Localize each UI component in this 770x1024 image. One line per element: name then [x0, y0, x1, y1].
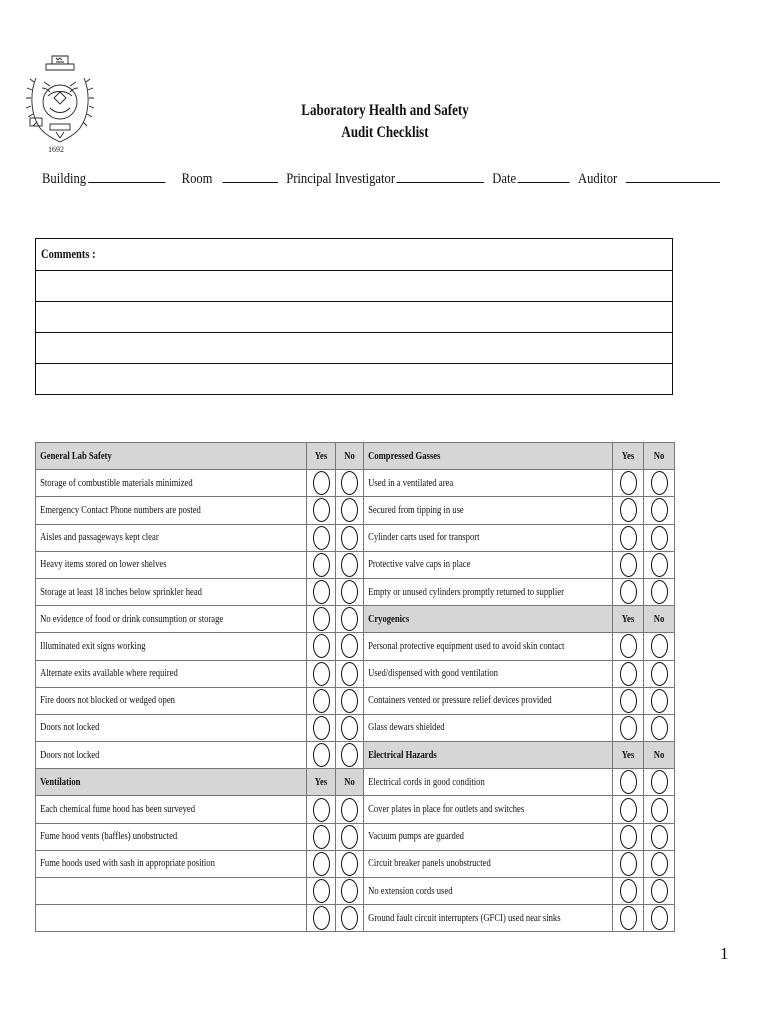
- comments-line[interactable]: [36, 301, 672, 332]
- yes-cell: [613, 796, 644, 823]
- no-column-header: No: [336, 443, 364, 470]
- no-cell: [336, 578, 364, 605]
- checklist-item: [36, 878, 307, 905]
- yes-cell: [613, 470, 644, 497]
- no-checkbox[interactable]: [651, 770, 668, 794]
- yes-checkbox[interactable]: [620, 906, 637, 930]
- yes-cell: [307, 524, 336, 551]
- checklist-item: Protective valve caps in place: [364, 551, 613, 578]
- checklist-item: Doors not locked: [36, 742, 307, 769]
- no-column-header: No: [644, 443, 675, 470]
- yes-cell: [307, 687, 336, 714]
- yes-checkbox[interactable]: [313, 716, 330, 740]
- checklist-item: Storage at least 18 inches below sprinkler head: [36, 578, 307, 605]
- yes-cell: [307, 796, 336, 823]
- yes-checkbox[interactable]: [313, 879, 330, 903]
- no-cell: [644, 497, 675, 524]
- checklist-item: Glass dewars shielded: [364, 714, 613, 741]
- no-checkbox[interactable]: [341, 580, 358, 604]
- no-cell: [644, 878, 675, 905]
- date-field[interactable]: [518, 170, 570, 183]
- yes-checkbox[interactable]: [620, 879, 637, 903]
- title-line-1: Laboratory Health and Safety: [301, 102, 469, 119]
- checklist-item: Each chemical fume hood has been surveyed: [36, 796, 307, 823]
- yes-cell: [613, 714, 644, 741]
- yes-cell: [307, 578, 336, 605]
- no-checkbox[interactable]: [651, 716, 668, 740]
- checklist-item: Fume hoods used with sash in appropriate position: [36, 850, 307, 877]
- no-column-header: No: [336, 769, 364, 796]
- table-row: [36, 878, 675, 905]
- no-checkbox[interactable]: [341, 526, 358, 550]
- checklist-item: Containers vented or pressure relief devices provided: [364, 687, 613, 714]
- yes-cell: [613, 769, 644, 796]
- no-checkbox[interactable]: [341, 634, 358, 658]
- yes-checkbox[interactable]: [313, 825, 330, 849]
- no-cell: [336, 524, 364, 551]
- no-checkbox[interactable]: [651, 471, 668, 495]
- yes-cell: [613, 497, 644, 524]
- section-header: General Lab Safety: [36, 443, 307, 470]
- no-checkbox[interactable]: [651, 662, 668, 686]
- no-checkbox[interactable]: [651, 879, 668, 903]
- table-row: [36, 497, 675, 524]
- audit-checklist-table: [35, 442, 675, 932]
- yes-cell: [307, 551, 336, 578]
- yes-checkbox[interactable]: [620, 526, 637, 550]
- no-cell: [644, 769, 675, 796]
- yes-cell: [307, 905, 336, 932]
- yes-cell: [307, 633, 336, 660]
- checklist-item: Doors not locked: [36, 714, 307, 741]
- yes-cell: [613, 850, 644, 877]
- table-row: [36, 687, 675, 714]
- principal-investigator-field[interactable]: [397, 170, 484, 183]
- yes-cell: [613, 524, 644, 551]
- page-number: 1: [720, 944, 729, 963]
- yes-checkbox[interactable]: [313, 526, 330, 550]
- table-row: [36, 551, 675, 578]
- yes-column-header: Yes: [307, 769, 336, 796]
- table-row: [36, 633, 675, 660]
- yes-column-header: Yes: [307, 443, 336, 470]
- no-checkbox[interactable]: [651, 798, 668, 822]
- table-row: [36, 578, 675, 605]
- checklist-item: Personal protective equipment used to avoid skin contact: [364, 633, 613, 660]
- checklist-item: Storage of combustible materials minimized: [36, 470, 307, 497]
- table-row: [36, 714, 675, 741]
- no-cell: [644, 796, 675, 823]
- no-cell: [336, 606, 364, 633]
- checklist-item: Heavy items stored on lower shelves: [36, 551, 307, 578]
- table-row: [36, 905, 675, 932]
- comments-line[interactable]: [36, 270, 672, 301]
- yes-checkbox[interactable]: [313, 743, 330, 767]
- university-seal-logo: [26, 52, 94, 154]
- no-cell: [336, 742, 364, 769]
- no-checkbox[interactable]: [341, 662, 358, 686]
- no-checkbox[interactable]: [651, 526, 668, 550]
- no-cell: [336, 823, 364, 850]
- table-row: [36, 850, 675, 877]
- yes-checkbox[interactable]: [313, 580, 330, 604]
- yes-checkbox[interactable]: [313, 634, 330, 658]
- yes-checkbox[interactable]: [313, 471, 330, 495]
- yes-cell: [613, 905, 644, 932]
- room-label: Room: [181, 171, 213, 187]
- auditor-field[interactable]: [626, 170, 720, 183]
- title-line-2: Audit Checklist: [341, 124, 429, 141]
- no-cell: [644, 633, 675, 660]
- yes-cell: [307, 497, 336, 524]
- no-checkbox[interactable]: [341, 798, 358, 822]
- no-cell: [644, 660, 675, 687]
- section-header: Electrical Hazards: [364, 742, 613, 769]
- building-field[interactable]: [88, 170, 165, 183]
- yes-cell: [613, 578, 644, 605]
- no-cell: [336, 796, 364, 823]
- no-cell: [336, 551, 364, 578]
- no-checkbox[interactable]: [341, 879, 358, 903]
- table-row: [36, 769, 675, 796]
- yes-cell: [307, 660, 336, 687]
- checklist-item: Aisles and passageways kept clear: [36, 524, 307, 551]
- yes-column-header: Yes: [613, 443, 644, 470]
- yes-checkbox[interactable]: [620, 498, 637, 522]
- no-column-header: No: [644, 606, 675, 633]
- no-cell: [336, 878, 364, 905]
- checklist-item: Illuminated exit signs working: [36, 633, 307, 660]
- seal-year: 1692: [48, 145, 64, 154]
- section-header: Cryogenics: [364, 606, 613, 633]
- table-row: [36, 660, 675, 687]
- yes-checkbox[interactable]: [313, 553, 330, 577]
- no-checkbox[interactable]: [651, 825, 668, 849]
- no-checkbox[interactable]: [651, 852, 668, 876]
- table-row: [36, 823, 675, 850]
- yes-cell: [613, 551, 644, 578]
- no-checkbox[interactable]: [651, 498, 668, 522]
- yes-checkbox[interactable]: [313, 689, 330, 713]
- yes-checkbox[interactable]: [620, 471, 637, 495]
- table-row: [36, 443, 675, 470]
- no-checkbox[interactable]: [341, 553, 358, 577]
- checklist-item: Electrical cords in good condition: [364, 769, 613, 796]
- no-checkbox[interactable]: [341, 689, 358, 713]
- yes-cell: [307, 742, 336, 769]
- date-label: Date: [492, 171, 517, 187]
- no-cell: [644, 578, 675, 605]
- audit-info-fields: [42, 170, 618, 188]
- yes-cell: [613, 633, 644, 660]
- no-cell: [644, 524, 675, 551]
- table-row: [36, 606, 675, 633]
- no-cell: [644, 850, 675, 877]
- comments-header-row: [36, 239, 672, 270]
- yes-checkbox[interactable]: [313, 498, 330, 522]
- yes-cell: [307, 606, 336, 633]
- no-cell: [644, 687, 675, 714]
- no-cell: [336, 497, 364, 524]
- no-checkbox[interactable]: [341, 471, 358, 495]
- comments-box: [35, 238, 673, 395]
- section-header: Compressed Gasses: [364, 443, 613, 470]
- no-cell: [644, 823, 675, 850]
- yes-column-header: Yes: [613, 742, 644, 769]
- checklist-item: Cylinder carts used for transport: [364, 524, 613, 551]
- checklist-item: Secured from tipping in use: [364, 497, 613, 524]
- checklist-item: Cover plates in place for outlets and switches: [364, 796, 613, 823]
- yes-cell: [613, 687, 644, 714]
- yes-cell: [613, 660, 644, 687]
- checklist-item: Emergency Contact Phone numbers are posted: [36, 497, 307, 524]
- yes-cell: [307, 823, 336, 850]
- yes-checkbox[interactable]: [313, 798, 330, 822]
- document-title: [272, 100, 499, 144]
- yes-cell: [613, 823, 644, 850]
- no-checkbox[interactable]: [341, 852, 358, 876]
- yes-checkbox[interactable]: [620, 553, 637, 577]
- no-column-header: No: [644, 742, 675, 769]
- auditor-label: Auditor: [577, 171, 618, 187]
- table-row: [36, 524, 675, 551]
- checklist-item: Used in a ventilated area: [364, 470, 613, 497]
- yes-checkbox[interactable]: [620, 580, 637, 604]
- no-checkbox[interactable]: [651, 634, 668, 658]
- principal-investigator-label: Principal Investigator: [286, 171, 396, 187]
- no-checkbox[interactable]: [341, 825, 358, 849]
- table-row: [36, 796, 675, 823]
- yes-checkbox[interactable]: [620, 798, 637, 822]
- table-row: [36, 742, 675, 769]
- section-header: Ventilation: [36, 769, 307, 796]
- checklist-item: Fire doors not blocked or wedged open: [36, 687, 307, 714]
- no-cell: [336, 905, 364, 932]
- yes-checkbox[interactable]: [313, 906, 330, 930]
- yes-cell: [307, 850, 336, 877]
- checklist-item: Ground fault circuit interrupters (GFCI) used near sinks: [364, 905, 613, 932]
- yes-column-header: Yes: [613, 606, 644, 633]
- no-cell: [336, 687, 364, 714]
- yes-checkbox[interactable]: [620, 770, 637, 794]
- checklist-item: [36, 905, 307, 932]
- no-checkbox[interactable]: [651, 553, 668, 577]
- no-cell: [644, 905, 675, 932]
- no-checkbox[interactable]: [341, 607, 358, 631]
- comments-line[interactable]: [36, 332, 672, 363]
- yes-checkbox[interactable]: [313, 852, 330, 876]
- yes-checkbox[interactable]: [313, 662, 330, 686]
- checklist-item: Empty or unused cylinders promptly returned to supplier: [364, 578, 613, 605]
- yes-checkbox[interactable]: [620, 852, 637, 876]
- comments-label: Comments :: [41, 247, 96, 261]
- no-checkbox[interactable]: [341, 743, 358, 767]
- checklist-item: Circuit breaker panels unobstructed: [364, 850, 613, 877]
- yes-cell: [613, 878, 644, 905]
- no-checkbox[interactable]: [651, 580, 668, 604]
- yes-checkbox[interactable]: [620, 662, 637, 686]
- no-checkbox[interactable]: [341, 498, 358, 522]
- yes-checkbox[interactable]: [620, 825, 637, 849]
- no-cell: [336, 850, 364, 877]
- no-cell: [644, 470, 675, 497]
- comments-line[interactable]: [36, 363, 672, 394]
- checklist-item: Alternate exits available where required: [36, 660, 307, 687]
- checklist-item: Vacuum pumps are guarded: [364, 823, 613, 850]
- yes-checkbox[interactable]: [313, 607, 330, 631]
- no-cell: [336, 714, 364, 741]
- no-cell: [336, 470, 364, 497]
- checklist-item: No extension cords used: [364, 878, 613, 905]
- no-checkbox[interactable]: [341, 716, 358, 740]
- no-checkbox[interactable]: [341, 906, 358, 930]
- yes-checkbox[interactable]: [620, 716, 637, 740]
- no-checkbox[interactable]: [651, 689, 668, 713]
- table-row: [36, 470, 675, 497]
- no-cell: [336, 660, 364, 687]
- checklist-item: Used/dispensed with good ventilation: [364, 660, 613, 687]
- yes-cell: [307, 714, 336, 741]
- no-cell: [644, 714, 675, 741]
- no-cell: [644, 551, 675, 578]
- yes-checkbox[interactable]: [620, 689, 637, 713]
- checklist-item: Fume hood vents (baffles) unobstructed: [36, 823, 307, 850]
- room-field[interactable]: [223, 170, 278, 183]
- no-cell: [336, 633, 364, 660]
- checklist-item: No evidence of food or drink consumption or storage: [36, 606, 307, 633]
- yes-checkbox[interactable]: [620, 634, 637, 658]
- building-label: Building: [42, 171, 87, 187]
- yes-cell: [307, 470, 336, 497]
- yes-cell: [307, 878, 336, 905]
- no-checkbox[interactable]: [651, 906, 668, 930]
